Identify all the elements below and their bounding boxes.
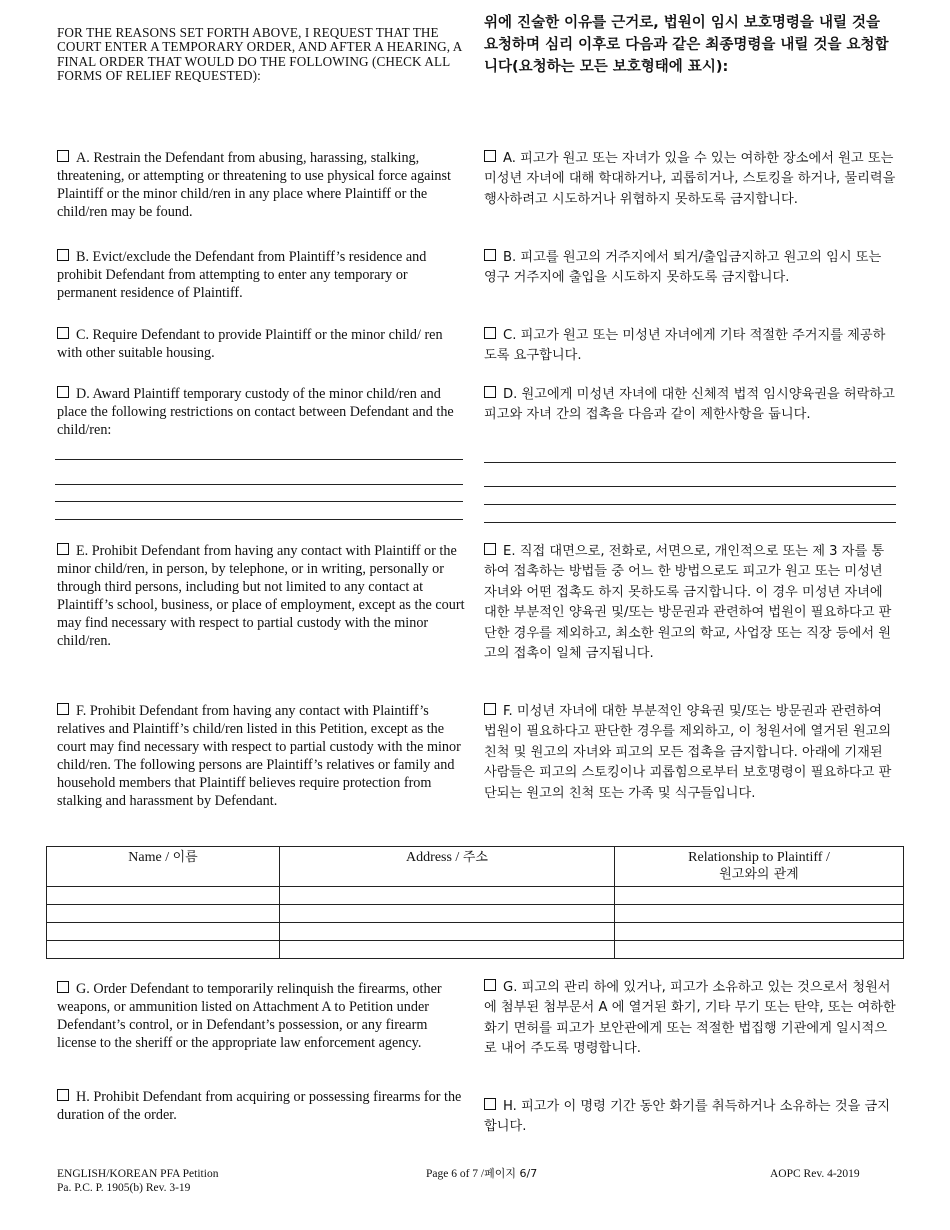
item-b-korean <box>484 248 896 289</box>
item-b-english <box>57 248 469 302</box>
item-c-checkbox[interactable] <box>57 327 69 339</box>
item-h-english-text: H. Prohibit Defendant from acquiring or possessing firearms for the duration of the order. <box>57 1089 462 1123</box>
relationship-cell[interactable] <box>615 887 904 905</box>
item-d-korean <box>484 385 896 426</box>
item-g-korean-checkbox[interactable] <box>484 979 496 991</box>
name-cell[interactable] <box>47 905 280 923</box>
address-header-english: Address / <box>406 850 463 865</box>
item-e-korean-checkbox[interactable] <box>484 543 496 555</box>
footer-rule: Pa. P.C. P. 1905(b) Rev. 3-19 <box>57 1182 191 1194</box>
restriction-line-english-4[interactable] <box>55 519 463 520</box>
item-h-korean-checkbox[interactable] <box>484 1098 496 1110</box>
relationship-cell[interactable] <box>615 923 904 941</box>
name-header-korean: 이름 <box>172 850 198 865</box>
item-c-korean-checkbox[interactable] <box>484 327 496 339</box>
footer-page-number <box>426 1167 537 1181</box>
item-g-english <box>57 980 469 1052</box>
item-e-english <box>57 542 469 650</box>
item-e-korean <box>484 542 896 664</box>
item-h-checkbox[interactable] <box>57 1089 69 1101</box>
item-c-english-text: C. Require Defendant to provide Plaintiff or the minor child/ ren with other suitable housing. <box>57 327 443 361</box>
restriction-line-english-3[interactable] <box>55 501 463 502</box>
item-b-english-text: B. Evict/exclude the Defendant from Plaintiff’s residence and prohibit Defendant from attempting to enter any temporary or permanent residence of Plaintiff. <box>57 249 427 301</box>
item-d-english-text: D. Award Plaintiff temporary custody of the minor child/ren and place the following restrictions on contact between Defendant and the child/ren: <box>57 386 454 438</box>
item-h-english <box>57 1088 469 1124</box>
item-a-english-text: A. Restrain the Defendant from abusing, harassing, stalking, threatening, or attempting or threatening to use physical force against Plaintiff or the minor child/ren in any place where Plaintiff or the child/ren may be found. <box>57 150 451 220</box>
name-cell[interactable] <box>47 923 280 941</box>
restriction-line-english-2[interactable] <box>55 484 463 485</box>
item-d-english <box>57 385 469 439</box>
footer-revision: AOPC Rev. 4-2019 <box>770 1168 860 1180</box>
item-f-checkbox[interactable] <box>57 703 69 715</box>
item-c-korean <box>484 326 896 367</box>
restriction-line-korean-4[interactable] <box>484 522 896 523</box>
restriction-line-english-1[interactable] <box>55 459 463 460</box>
item-a-korean <box>484 149 896 210</box>
table-row <box>47 905 904 923</box>
item-f-korean <box>484 702 896 804</box>
item-a-korean-text: A. 피고가 원고 또는 자녀가 있을 수 있는 여하한 장소에서 원고 또는 미성년 자녀에 대해 학대하거나, 괴롭히거나, 스토킹을 하거나, 물리력을 행사하려고 시도하거나 위협하지 못하도록 금지합니다. <box>484 151 896 207</box>
item-g-korean <box>484 978 896 1060</box>
footer-page-english: Page 6 of 7 / <box>426 1168 485 1180</box>
item-a-english <box>57 149 469 221</box>
address-cell[interactable] <box>280 941 615 959</box>
name-cell[interactable] <box>47 887 280 905</box>
header-english: FOR THE REASONS SET FORTH ABOVE, I REQUEST THAT THE COURT ENTER A TEMPORARY ORDER, AND AFTER A HEARING, A FINAL ORDER THAT WOULD DO THE FOLLOWING (CHECK ALL FORMS OF RELIEF REQUESTED): <box>57 25 462 84</box>
footer-form-name: ENGLISH/KOREAN PFA Petition <box>57 1168 219 1180</box>
item-e-korean-text: E. 직접 대면으로, 전화로, 서면으로, 개인적으로 또는 제 3 자를 통하여 접촉하는 방법들 중 어느 한 방법으로도 피고가 원고 또는 미성년 자녀와 어떤 접촉도 하지 못하도록 금지합니다. 이 경우 미성년 자녀에 대한 부분적인 양육권 및/또는 방문권과 관련하여 법원이 필요하다고 판단한 경우를 제외하고, 최소한 원고의 학교, 사업장 또는 직장 등에서 원고의 접촉이 일체 금지됩니다. <box>484 544 892 662</box>
table-row <box>47 923 904 941</box>
address-column-header <box>280 847 615 887</box>
item-f-korean-text: F. 미성년 자녀에 대한 부분적인 양육권 및/또는 방문권과 관련하여 법원이 필요하다고 판단한 경우를 제외하고, 이 청원서에 열거된 원고의 친척 및 원고의 자녀와 피고의 모든 접촉을 금지합니다. 아래에 기재된 사람들은 피고의 스토킹이나 괴롭힘으로부터 보호명령이 필요하다고 판단되는 원고의 친척 또는 가족 및 식구들입니다. <box>484 704 892 801</box>
table-header-row <box>47 847 904 887</box>
name-cell[interactable] <box>47 941 280 959</box>
address-cell[interactable] <box>280 923 615 941</box>
relationship-column-header <box>615 847 904 887</box>
item-c-english <box>57 326 469 362</box>
table-row <box>47 887 904 905</box>
item-b-korean-checkbox[interactable] <box>484 249 496 261</box>
relationship-header-english: Relationship to Plaintiff / <box>688 850 830 865</box>
item-d-korean-checkbox[interactable] <box>484 386 496 398</box>
item-e-english-text: E. Prohibit Defendant from having any contact with Plaintiff or the minor child/ren, in person, by telephone, or in writing, personally or through third persons, including but not limited to any contact at Plaintiff’s school, business, or place of employment, except as the court may find necessary with respect to partial custody with the minor child/ren. <box>57 543 465 649</box>
restriction-line-korean-2[interactable] <box>484 486 896 487</box>
item-a-checkbox[interactable] <box>57 150 69 162</box>
address-cell[interactable] <box>280 887 615 905</box>
item-f-korean-checkbox[interactable] <box>484 703 496 715</box>
relationship-cell[interactable] <box>615 905 904 923</box>
item-d-korean-text: D. 원고에게 미성년 자녀에 대한 신체적 법적 임시양육권을 허락하고 피고와 자녀 간의 접촉을 다음과 같이 제한사항을 둡니다. <box>484 387 895 423</box>
item-b-korean-text: B. 피고를 원고의 거주지에서 퇴거/출입금지하고 원고의 임시 또는 영구 거주지에 출입을 시도하지 못하도록 금지합니다. <box>484 250 882 286</box>
restriction-line-korean-3[interactable] <box>484 504 896 505</box>
item-h-korean <box>484 1097 896 1138</box>
item-g-korean-text: G. 피고의 관리 하에 있거나, 피고가 소유하고 있는 것으로서 청원서에 첨부된 첨부문서 A 에 열거된 화기, 기타 무기 또는 탄약, 또는 여하한 화기 면허를 피고가 보안관에게 또는 적절한 법집행 기관에게 일시적으로 내어 주도록 명령합니다. <box>484 980 896 1057</box>
relationship-header-korean: 원고와의 관계 <box>719 867 799 882</box>
item-d-checkbox[interactable] <box>57 386 69 398</box>
item-c-korean-text: C. 피고가 원고 또는 미성년 자녀에게 기타 적절한 주거지를 제공하도록 요구합니다. <box>484 328 886 364</box>
name-column-header <box>47 847 280 887</box>
item-g-english-text: G. Order Defendant to temporarily relinquish the firearms, other weapons, or ammunition listed on Attachment A to Petition under Defendant’s control, or in Defendant’s possession, or any firearm license to the sheriff or the appropriate law enforcement agency. <box>57 981 442 1051</box>
item-b-checkbox[interactable] <box>57 249 69 261</box>
item-e-checkbox[interactable] <box>57 543 69 555</box>
item-f-english-text: F. Prohibit Defendant from having any contact with Plaintiff’s relatives and Plaintiff’s child/ren listed in this Petition, except as the court may find necessary with respect to partial custody with the minor child/ren. The following persons are Plaintiff’s relatives or family and household members that Plaintiff believes require protection from stalking and harassment by Defendant. <box>57 703 461 809</box>
relationship-cell[interactable] <box>615 941 904 959</box>
item-a-korean-checkbox[interactable] <box>484 150 496 162</box>
relatives-table <box>46 846 904 959</box>
footer-left <box>57 1167 218 1195</box>
name-header-english: Name / <box>128 850 173 865</box>
footer-page-korean: 페이지 6/7 <box>484 1167 538 1180</box>
header-korean: 위에 진술한 이유를 근거로, 법원이 임시 보호명령을 내릴 것을 요청하며 심리 이후로 다음과 같은 최종명령을 내릴 것을 요청합니다(요청하는 모든 보호형태에 표시): <box>484 15 889 75</box>
address-header-korean: 주소 <box>462 850 488 865</box>
table-row <box>47 941 904 959</box>
item-h-korean-text: H. 피고가 이 명령 기간 동안 화기를 취득하거나 소유하는 것을 금지합니다. <box>484 1099 891 1135</box>
item-g-checkbox[interactable] <box>57 981 69 993</box>
restriction-line-korean-1[interactable] <box>484 462 896 463</box>
address-cell[interactable] <box>280 905 615 923</box>
item-f-english <box>57 702 469 810</box>
